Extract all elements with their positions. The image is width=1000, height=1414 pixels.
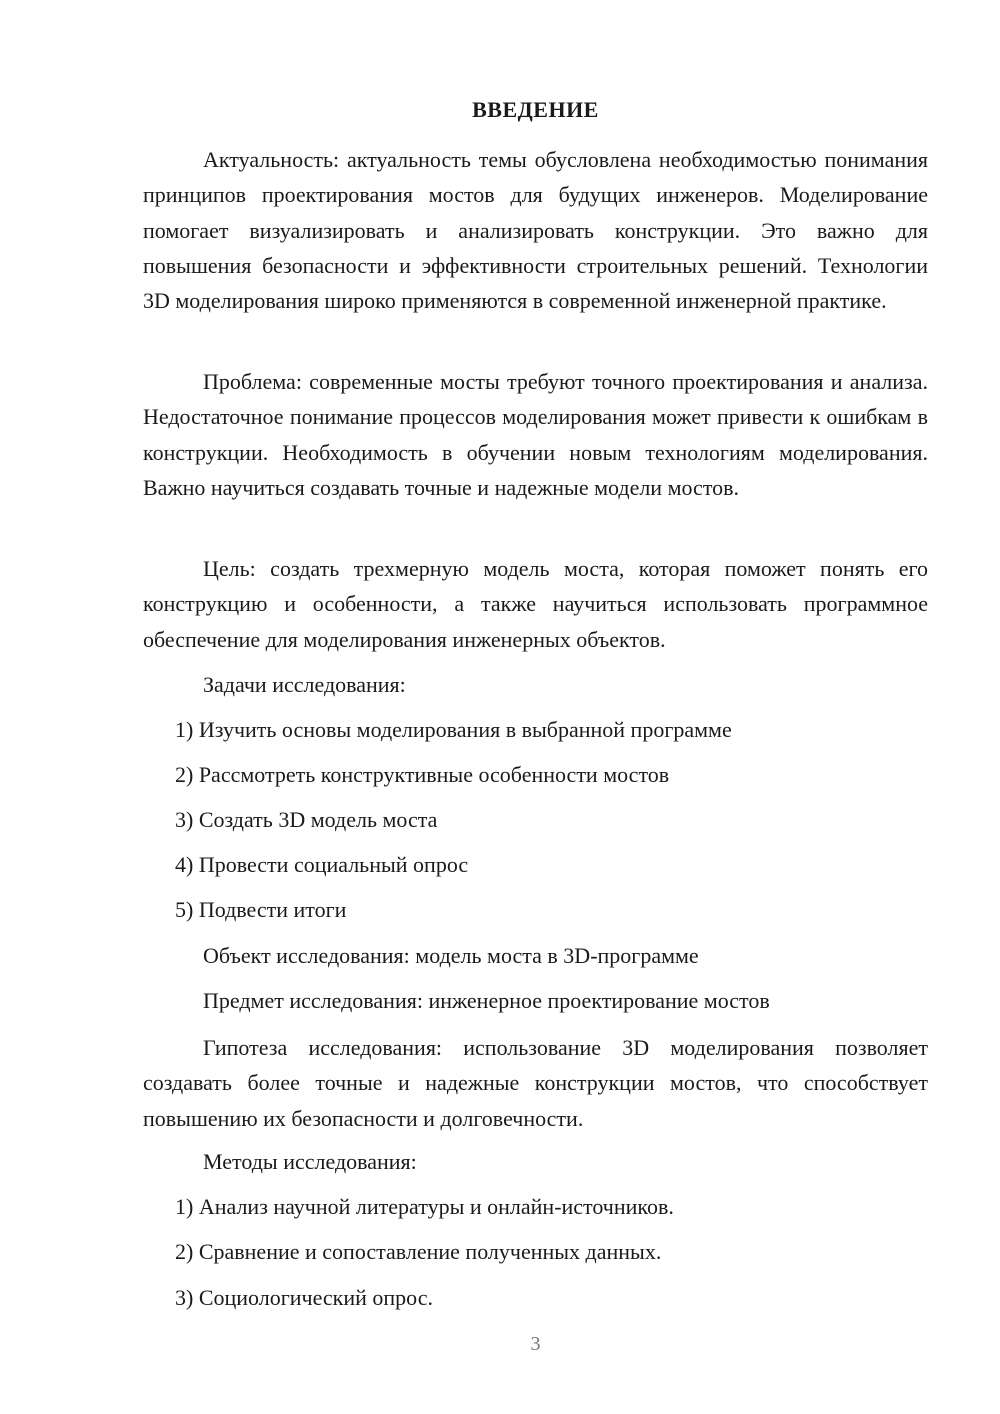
task-item: 5) Подвести итоги (175, 897, 347, 922)
document-page (143, 0, 928, 1414)
section-heading: ВВЕДЕНИЕ (472, 97, 599, 122)
research-subject: Предмет исследования: инженерное проектирование мостов (203, 988, 770, 1013)
task-item: 1) Изучить основы моделирования в выбранной программе (175, 717, 732, 742)
tasks-title: Задачи исследования: (203, 672, 406, 697)
hypothesis-paragraph: Гипотеза исследования: использование 3D моделирования позволяет создавать более точные и надежные конструкции мостов, что способствует повышению их безопасности и долговечности. (143, 1035, 928, 1131)
goal-paragraph: Цель: создать трехмерную модель моста, которая поможет понять его конструкцию и особенности, а также научиться использовать программное обеспечение для моделирования инженерных объектов. (143, 556, 928, 652)
problem-paragraph: Проблема: современные мосты требуют точного проектирования и анализа. Недостаточное понимание процессов моделирования может привести к ошибкам в конструкции. Необходимость в обучении новым технологиям моделирования. Важно научиться создавать точные и надежные модели мостов. (143, 369, 928, 500)
method-item: 1) Анализ научной литературы и онлайн-источников. (175, 1194, 674, 1219)
task-item: 4) Провести социальный опрос (175, 852, 469, 877)
method-item: 3) Социологический опрос. (175, 1285, 433, 1310)
task-item: 2) Рассмотреть конструктивные особенности мостов (175, 762, 670, 787)
methods-title: Методы исследования: (203, 1149, 417, 1174)
relevance-paragraph: Актуальность: актуальность темы обусловлена необходимостью понимания принципов проектирования мостов для будущих инженеров. Моделирование помогает визуализировать и анализировать конструкции. Это важно для повышения безопасности и эффективности строительных решений. Технологии 3D моделирования широко применяются в современной инженерной практике. (143, 147, 928, 314)
research-object: Объект исследования: модель моста в 3D-программе (203, 943, 699, 968)
method-item: 2) Сравнение и сопоставление полученных данных. (175, 1239, 662, 1264)
task-item: 3) Создать 3D модель моста (175, 807, 438, 832)
page-number: 3 (530, 1333, 541, 1355)
